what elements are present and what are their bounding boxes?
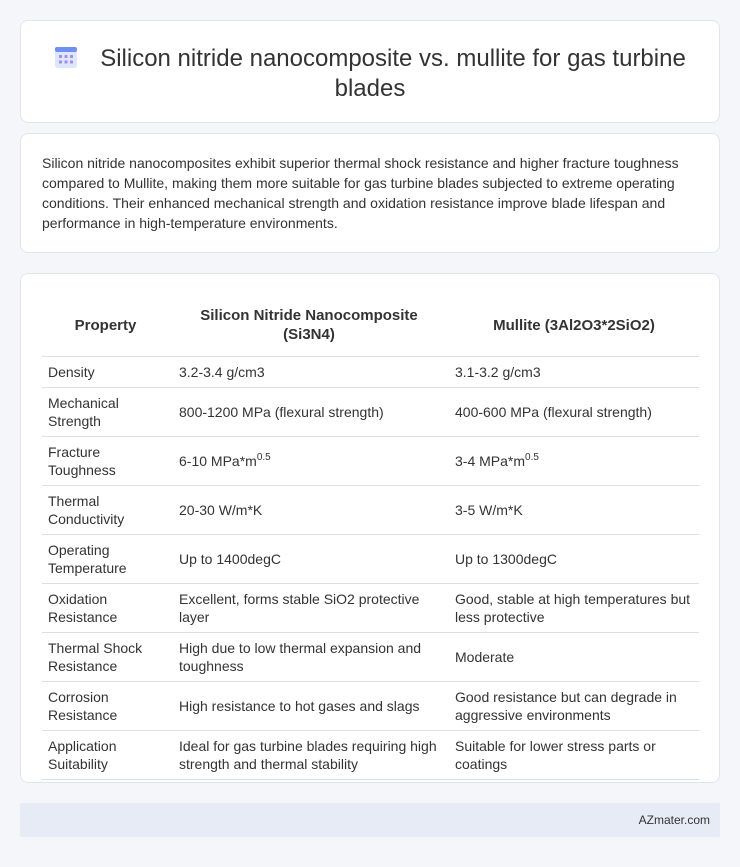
table-row — [42, 584, 699, 633]
exponent: 0.5 — [256, 452, 271, 463]
cell-si3n4: 3.2-3.4 g/cm3 — [173, 357, 449, 388]
cell-mullite — [449, 437, 699, 486]
cell-property: Mechanical Strength — [42, 388, 173, 437]
comparison-table — [42, 294, 699, 780]
table-row — [42, 486, 699, 535]
table-row — [42, 357, 699, 388]
cell-si3n4 — [173, 437, 449, 486]
cell-mullite: 3-5 W/m*K — [449, 486, 699, 535]
table-row — [42, 731, 699, 780]
cell-si3n4: Ideal for gas turbine blades requiring high strength and thermal stability — [173, 731, 449, 780]
cell-property: Fracture Toughness — [42, 437, 173, 486]
cell-mullite: Good resistance but can degrade in aggressive environments — [449, 682, 699, 731]
cell-si3n4: 800-1200 MPa (flexural strength) — [173, 388, 449, 437]
cell-property: Thermal Shock Resistance — [42, 633, 173, 682]
cell-property: Operating Temperature — [42, 535, 173, 584]
table-row — [42, 388, 699, 437]
header-si3n4: Silicon Nitride Nanocomposite (Si3N4) — [173, 294, 449, 357]
cell-property: Corrosion Resistance — [42, 682, 173, 731]
summary-card — [20, 133, 720, 253]
cell-si3n4: High resistance to hot gases and slags — [173, 682, 449, 731]
table-row — [42, 437, 699, 486]
calendar-grid-icon — [54, 45, 78, 69]
table-row — [42, 633, 699, 682]
cell-si3n4: 20-30 W/m*K — [173, 486, 449, 535]
cell-mullite: Up to 1300degC — [449, 535, 699, 584]
cell-mullite: Good, stable at high temperatures but less protective — [449, 584, 699, 633]
page-title — [21, 44, 719, 104]
cell-property: Thermal Conductivity — [42, 486, 173, 535]
cell-si3n4: Up to 1400degC — [173, 535, 449, 584]
cell-si3n4: Excellent, forms stable SiO2 protective layer — [173, 584, 449, 633]
cell-mullite: Suitable for lower stress parts or coatings — [449, 731, 699, 780]
value-text: 3-4 MPa*m — [455, 453, 526, 469]
cell-mullite: 400-600 MPa (flexural strength) — [449, 388, 699, 437]
cell-property: Oxidation Resistance — [42, 584, 173, 633]
cell-si3n4: High due to low thermal expansion and toughness — [173, 633, 449, 682]
footer-site-link[interactable]: AZmater.com — [638, 813, 710, 827]
value-text: 6-10 MPa*m — [179, 453, 257, 469]
cell-mullite: 3.1-3.2 g/cm3 — [449, 357, 699, 388]
header-property: Property — [42, 294, 173, 357]
summary-paragraph: Silicon nitride nanocomposites exhibit superior thermal shock resistance and higher fracture toughness compared to Mullite, making them more suitable for gas turbine blades subjected to extreme operating conditions. Their enhanced mechanical strength and oxidation resistance improve blade lifespan and performance in high-temperature environments. — [42, 155, 679, 231]
table-header-row — [42, 294, 699, 357]
comparison-card — [20, 273, 720, 783]
cell-mullite: Moderate — [449, 633, 699, 682]
header-mullite: Mullite (3Al2O3*2SiO2) — [449, 294, 699, 357]
exponent: 0.5 — [525, 452, 539, 463]
footer-bar — [20, 803, 720, 837]
cell-property: Density — [42, 357, 173, 388]
cell-property: Application Suitability — [42, 731, 173, 780]
title-card — [20, 20, 720, 123]
page-title-text: Silicon nitride nanocomposite vs. mullite for gas turbine blades — [100, 45, 686, 102]
table-row — [42, 682, 699, 731]
table-row — [42, 535, 699, 584]
